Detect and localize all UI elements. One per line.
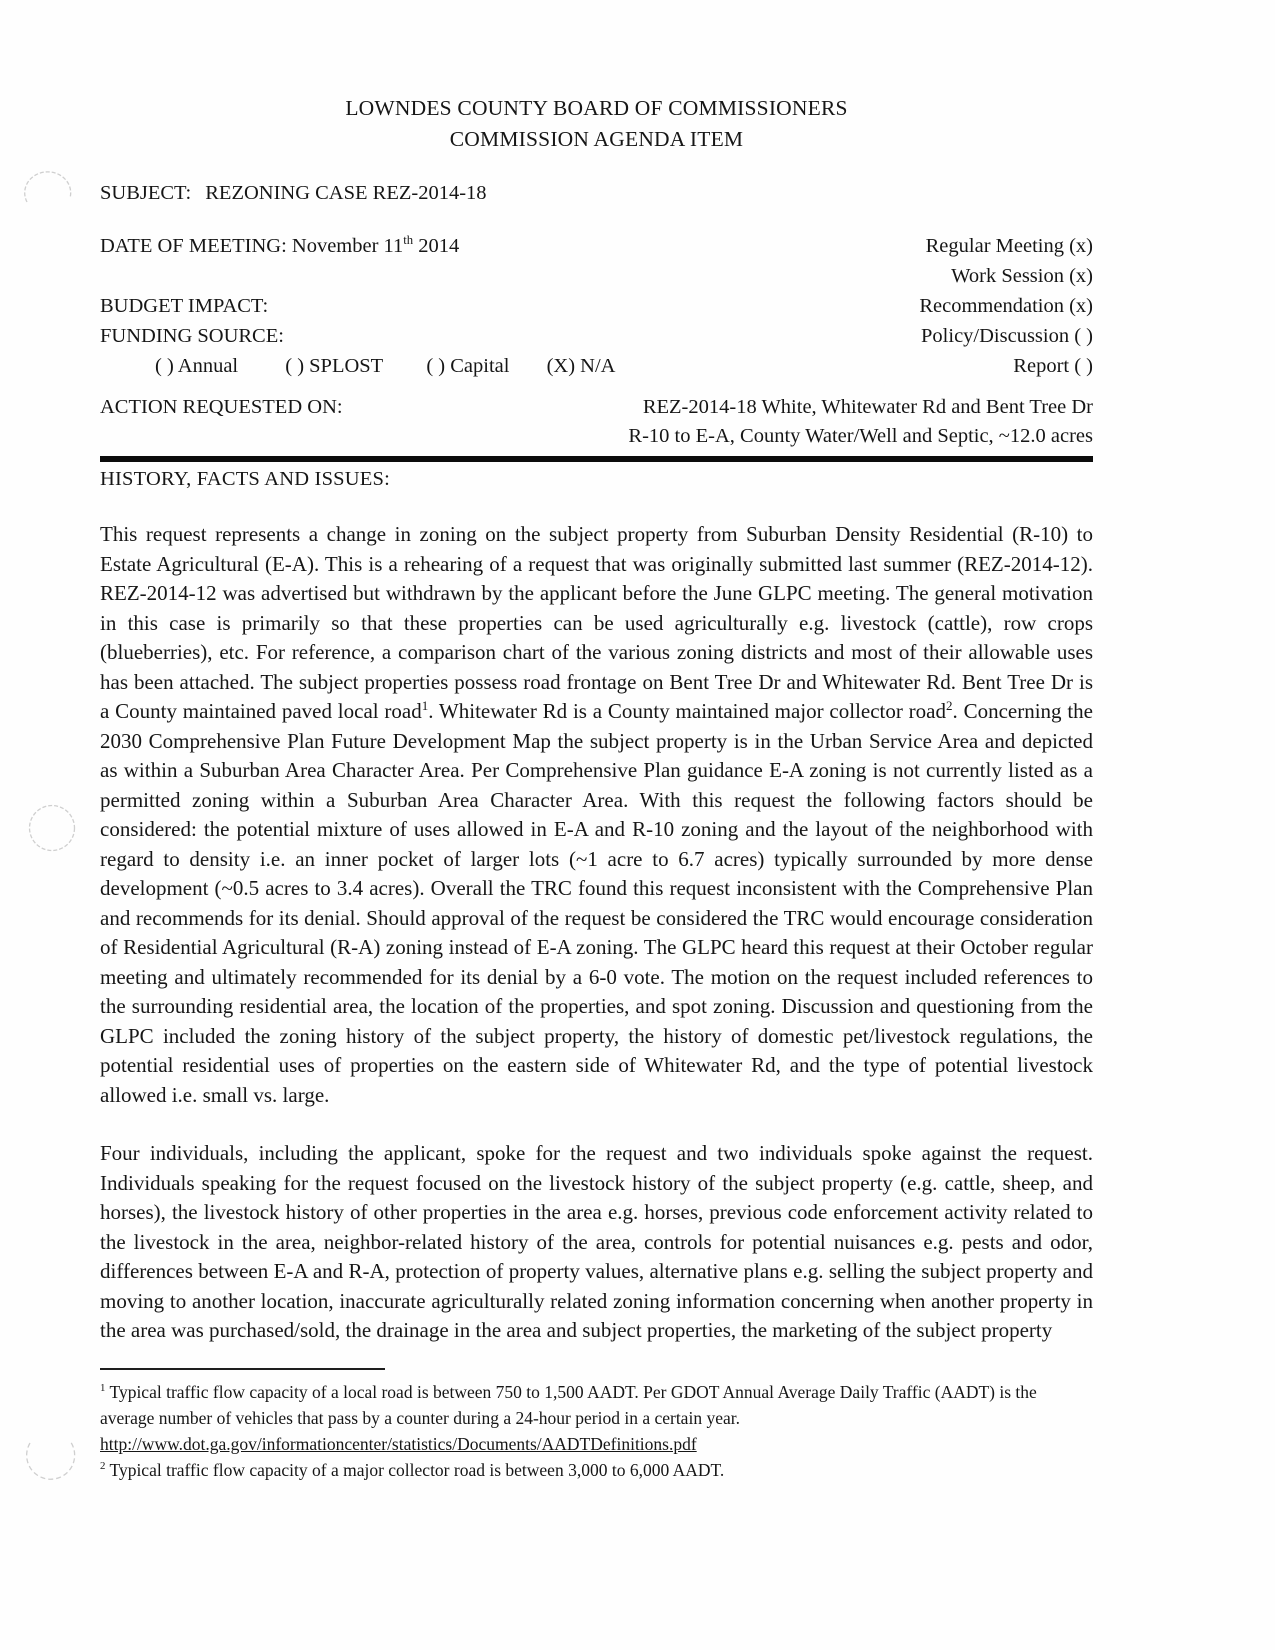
- header-row-work-session: [100, 261, 1093, 291]
- funding-option-capital: ( ) Capital: [426, 355, 510, 377]
- subject-label: SUBJECT:: [100, 182, 192, 204]
- footnote-2-marker: 2: [100, 1459, 106, 1472]
- body-paragraph-2: Four individuals, including the applicant, spoke for the request and two individuals spoke against the request. Individuals speaking for the request focused on the livestock history of the subject property (e.g. cattle, sheep, and horses), the livestock history of other properties in the area e.g. horses, previous code enforcement activity related to the livestock in the area, neighbor-related history of the area, controls for potential nuisances e.g. pests and odor, differences between E-A and R-A, protection of property values, alternative plans e.g. selling the subject property and moving to another location, inaccurate agriculturally related zoning information concerning when another property in the area was purchased/sold, the drainage in the area and subject properties, the marketing of the subject property: [100, 1141, 1093, 1342]
- meeting-type-policy-discussion: Policy/Discussion ( ): [921, 325, 1093, 347]
- footnote-1-text: Typical traffic flow capacity of a local road is between 750 to 1,500 AADT. Per GDOT Annual Average Daily Traffic (AADT) is the average number of vehicles that pass by a counter during a 24-hour period in a certain year.: [100, 1381, 1037, 1428]
- body-p1-text: This request represents a change in zoning on the subject property from Suburban Density Residential (R-10) to Estate Agricultural (E-A). This is a rehearing of a request that was originally submitted last summer (REZ-2014-12). REZ-2014-12 was advertised but withdrawn by the applicant before the June GLPC meeting. The general motivation in this case is primarily so that these properties can be used agriculturally e.g. livestock (cattle), row crops (blueberries), etc. For reference, a comparison chart of the various zoning districts and most of their allowable uses has been attached. The subject properties possess road frontage on Bent Tree Dr and Whitewater Rd. Bent Tree Dr is a County maintained paved local road: [100, 522, 1093, 723]
- scan-artifact-circle-bottom: [19, 1436, 79, 1488]
- history-facts-issues-body: [100, 520, 1093, 1346]
- funding-source-label: FUNDING SOURCE:: [100, 325, 284, 347]
- date-ordinal-suffix: th: [403, 233, 414, 248]
- action-requested-label: ACTION REQUESTED ON:: [100, 396, 343, 418]
- footnote-1-marker: 1: [100, 1381, 106, 1394]
- header-row-budget: [100, 291, 1093, 321]
- funding-option-na: (X) N/A: [546, 355, 616, 377]
- document-title-line1: LOWNDES COUNTY BOARD OF COMMISSIONERS: [345, 96, 848, 120]
- footnote-marker-1: 1: [421, 698, 429, 713]
- body-p1-text2: . Whitewater Rd is a County maintained major collector road: [428, 699, 946, 723]
- action-requested-value: [628, 393, 1093, 451]
- body-paragraph-1: [100, 520, 1093, 1110]
- section-divider-rule: [100, 456, 1093, 462]
- footnote-url-link[interactable]: http://www.dot.ga.gov/informationcenter/statistics/Documents/AADTDefinitions.pdf: [100, 1433, 697, 1454]
- date-of-meeting: [100, 231, 459, 261]
- date-day: November 11: [291, 235, 404, 257]
- funding-option-annual: ( ) Annual: [155, 355, 239, 377]
- meeting-type-recommendation: Recommendation (x): [919, 295, 1093, 317]
- header-row-date: [100, 231, 1093, 261]
- section-heading: HISTORY, FACTS AND ISSUES:: [100, 468, 391, 490]
- action-requested-line2: R-10 to E-A, County Water/Well and Septic, ~12.0 acres: [628, 425, 1093, 447]
- meeting-info-grid: [100, 231, 1093, 381]
- footnote-marker-2: 2: [946, 698, 953, 713]
- meeting-type-regular-meeting: Regular Meeting (x): [925, 235, 1093, 257]
- date-year: 2014: [413, 235, 460, 257]
- meeting-type-work-session: Work Session (x): [951, 265, 1093, 287]
- footnote-url-row: [100, 1431, 1093, 1457]
- scan-artifact-circle-top: [23, 164, 75, 208]
- subject-row: [100, 179, 1093, 207]
- body-p1-text3: . Concerning the 2030 Comprehensive Plan Future Development Map the subject property is in the Urban Service Area and depicted as within a Suburban Area Character Area. Per Comprehensive Plan guidance E-A zoning is not currently listed as a permitted zoning within a Suburban Area Character Area. With this request the following factors should be considered: the potential mixture of uses allowed in E-A and R-10 zoning and the layout of the neighborhood with regard to density i.e. an inner pocket of larger lots (~1 acre to 6.7 acres) typically surrounded by more dense development (~0.5 acres to 3.4 acres). Overall the TRC found this request inconsistent with the Comprehensive Plan and recommends for its denial. Should approval of the request be considered the TRC would encourage consideration of Residential Agricultural (R-A) zoning instead of E-A zoning. The GLPC heard this request at their October regular meeting and ultimately recommended for its denial by a 6-0 vote. The motion on the request included references to the surrounding residential area, the location of the properties, and spot zoning. Discussion and questioning from the GLPC included the zoning history of the subject property, the history of domestic pet/livestock regulations, the potential residential uses of properties on the eastern side of Whitewater Rd, and the type of potential livestock allowed i.e. small vs. large.: [100, 699, 1093, 1107]
- scan-artifact-circle-middle: [27, 803, 79, 855]
- date-of-meeting-value: [292, 235, 459, 257]
- document-title: [100, 93, 1093, 155]
- header-row-funding: [100, 321, 1093, 351]
- budget-impact-label: BUDGET IMPACT:: [100, 295, 269, 317]
- date-of-meeting-label: DATE OF MEETING:: [100, 235, 287, 257]
- action-requested-line1: REZ-2014-18 White, Whitewater Rd and Bent Tree Dr: [642, 396, 1093, 418]
- footnotes: [100, 1368, 1093, 1483]
- footnote-1: [100, 1379, 1093, 1431]
- meeting-type-report: Report ( ): [1013, 355, 1093, 377]
- action-requested-row: [100, 393, 1093, 451]
- funding-option-splost: ( ) SPLOST: [285, 355, 384, 377]
- header-row-funding-options: [100, 351, 1093, 381]
- footnote-2: [100, 1457, 1093, 1483]
- footnote-2-text: Typical traffic flow capacity of a major collector road is between 3,000 to 6,000 AADT.: [105, 1459, 725, 1480]
- funding-options: [155, 351, 615, 381]
- subject-value: REZONING CASE REZ-2014-18: [205, 182, 487, 204]
- footnote-separator-rule: [100, 1368, 385, 1370]
- document-title-line2: COMMISSION AGENDA ITEM: [449, 127, 744, 151]
